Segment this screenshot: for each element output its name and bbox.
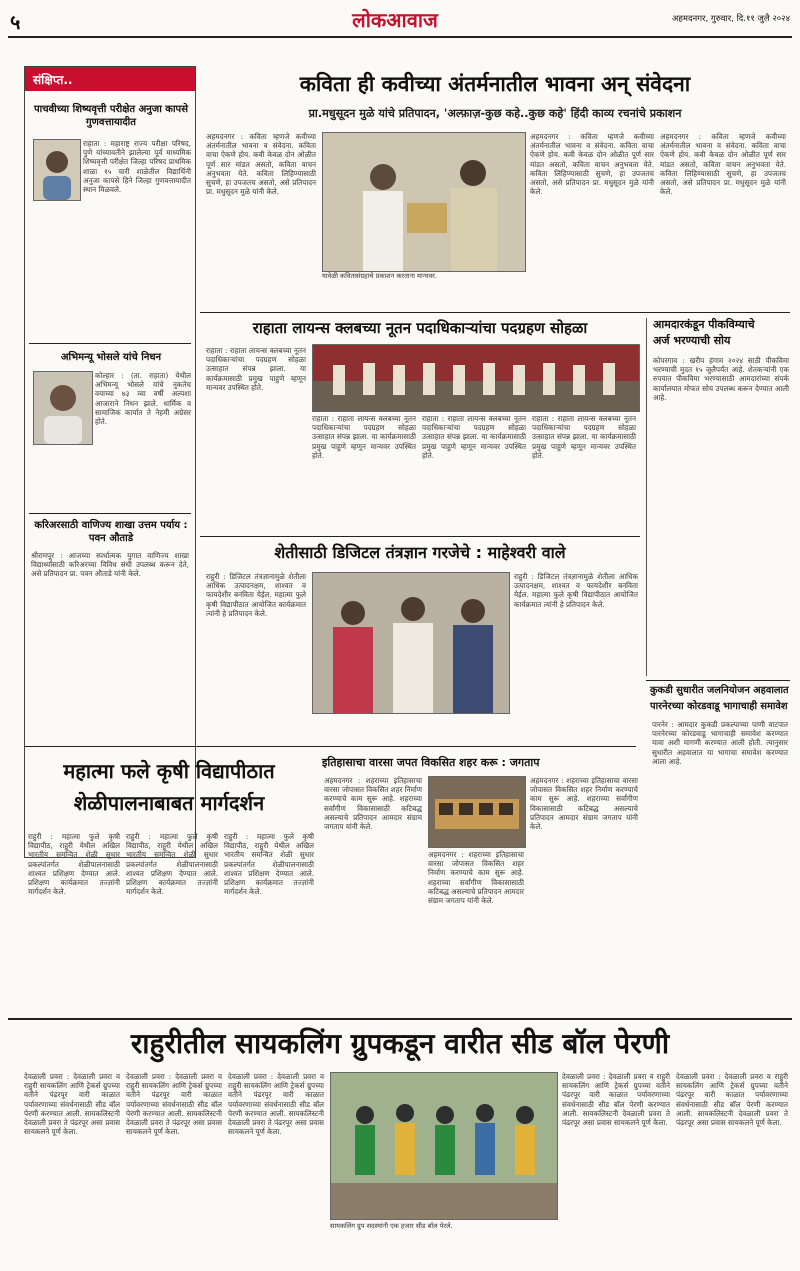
lead-headline: कविता ही कवीच्या अंतर्मनातील भावना अन् संवेदना: [299, 72, 691, 96]
masthead: [0, 0, 800, 40]
lead-photo-book-release: [322, 132, 526, 272]
page-number: ५: [10, 10, 21, 34]
heritage-body-1: अहमदनगर : शहराच्या इतिहासाचा वारसा जोपासत विकसित शहर निर्माण करण्याचे काम सुरू आहे. शहराच्या सर्वांगीण विकासासाठी कटिबद्ध असल्याचे प्रतिपादन आमदार संग्राम जगताप यांनी केले.: [324, 776, 422, 832]
lead-photo-caption: यावेळी कवितासंग्रहाचे प्रकाशन करताना मान्यवर.: [322, 272, 437, 280]
lead-body-left: अहमदनगर : कविता म्हणजे कवीच्या अंतर्मनातील भावना व संवेदना. कविता वाचा ऐकणे होय. कवी केवळ दोन ओळीत पूर्ण सार मांडत असतो, कविता वाचन अनुभवता येते. कविता लिहिण्यासाठी सुचणे, हा उपजतच असतो, असे प्रतिपादन प्रा. मधुसूदन मुळे यांनी केले.: [206, 132, 316, 197]
section-rule: [200, 536, 640, 537]
cycling-body-4: देवळाली प्रवरा : देवळाली प्रवरा व राहुरी सायकलिंग आणि ट्रेकर्स ग्रुपच्या वतीने पंढरपूर वारी काळात पर्यावरणाच्या संवर्धनासाठी सीड बॉल पेरणी करण्यात आली. सायकलिस्टनी देवळाली प्रवरा ते पंढरपूर असा प्रवास सायकलने पूर्ण केला.: [562, 1072, 670, 1128]
heritage-headline: इतिहासाचा वारसा जपत विकसित शहर करू : जगताप: [322, 756, 540, 769]
lions-body-1: राहाता : राहाता लायन्स क्लबच्या नूतन पदाधिकाऱ्यांचा पदग्रहण सोहळा उत्साहात संपन्न झाला. या कार्यक्रमासाठी प्रमुख पाहुणे म्हणून मान्यवर उपस्थित होते.: [206, 346, 306, 392]
cycling-photo-group: [330, 1072, 558, 1220]
section-rule: [200, 312, 790, 313]
phule-headline-2: शेळीपालनाबाबत मार्गदर्शन: [73, 791, 265, 815]
newspaper-logo: लोकआवाज: [352, 8, 438, 32]
sankshipt-banner-label: संक्षिप्त..: [33, 73, 73, 87]
item2-headline: अभिमन्यू भोसले यांचे निधन: [60, 352, 162, 363]
digital-headline: शेतीसाठी डिजिटल तंत्रज्ञान गरजेचे : माहेश्वरी वाले: [274, 543, 566, 562]
section-rule: [8, 1018, 792, 1020]
phule-body-2: राहुरी : महात्मा फुले कृषी विद्यापीठ, राहुरी येथील अखिल भारतीय समन्वित शेळी सुधार प्रकल्पांतर्गत शेळीपालनासाठी शाश्वत प्रशिक्षण देण्यात आले. प्रशिक्षण कार्यक्रमात तज्ज्ञांनी मार्गदर्शन केले.: [126, 832, 218, 897]
phule-body-1: राहुरी : महात्मा फुले कृषी विद्यापीठ, राहुरी येथील अखिल भारतीय समन्वित शेळी सुधार प्रकल्पांतर्गत शेळीपालनासाठी शाश्वत प्रशिक्षण देण्यात आले. प्रशिक्षण कार्यक्रमात तज्ज्ञांनी मार्गदर्शन केले.: [28, 832, 120, 897]
girl-portrait-photo: [33, 139, 81, 201]
section-rule: [646, 680, 790, 681]
sankshipt-banner: [25, 67, 195, 91]
lead-body-far-right: अहमदनगर : कविता म्हणजे कवीच्या अंतर्मनातील भावना व संवेदना. कविता वाचा ऐकणे होय. कवी केवळ दोन ओळीत पूर्ण सार मांडत असतो, कविता वाचन अनुभवता येते. कविता लिहिण्यासाठी सुचणे, हा उपजतच असतो, असे प्रतिपादन प्रा. मधुसूदन मुळे यांनी केले.: [660, 132, 786, 197]
phule-body-3: राहुरी : महात्मा फुले कृषी विद्यापीठ, राहुरी येथील अखिल भारतीय समन्वित शेळी सुधार प्रकल्पांतर्गत शेळीपालनासाठी शाश्वत प्रशिक्षण देण्यात आले. प्रशिक्षण कार्यक्रमात तज्ज्ञांनी मार्गदर्शन केले.: [224, 832, 314, 897]
kukdi-headline-2: पारनेरच्या कोरडवाडू भागाचाही समावेश: [650, 701, 788, 712]
cyclists-photo-icon: [331, 1073, 557, 1219]
sankshipt-column: [24, 66, 196, 858]
phule-headline-1: महात्मा फले कृषी विद्यापीठात: [63, 759, 275, 783]
item2-text: कोल्हार : (ता. राहाता) येथील अभिमन्यू भोसले यांचे नुकतेच वयाच्या ७३ व्या वर्षी अल्पशा आजाराने निधन झाले. धार्मिक व सामाजिक कार्यात ते नेहमी अग्रेसर होते.: [95, 371, 191, 427]
group-photo-icon: [313, 573, 509, 713]
heritage-body-2: अहमदनगर : शहराच्या इतिहासाचा वारसा जोपासत विकसित शहर निर्माण करण्याचे काम सुरू आहे. शहराच्या सर्वांगीण विकासासाठी कटिबद्ध असल्याचे प्रतिपादन आमदार संग्राम जगताप यांनी केले.: [428, 850, 524, 906]
portrait-icon: [34, 372, 92, 444]
item3-headline: करिअरसाठी वाणिज्य शाखा उत्तम पर्याय : पवन औताडे: [34, 520, 188, 544]
lions-body-2: राहाता : राहाता लायन्स क्लबच्या नूतन पदाधिकाऱ्यांचा पदग्रहण सोहळा उत्साहात संपन्न झाला. या कार्यक्रमासाठी प्रमुख पाहुणे म्हणून मान्यवर उपस्थित होते.: [312, 414, 416, 460]
pik-vima-text: कोपरगाव : खरीप हंगाम २०२४ साठी पीकविमा भरण्याची मुदत १५ जुलैपर्यंत आहे. शेतकऱ्यांनी एक रुपयात पीकविमा भरण्यासाठी आमदारांच्या संपर्क कार्यालयात मोफत सोय उपलब्ध करून देण्यात आली आहे.: [653, 356, 789, 402]
lead-body-right: अहमदनगर : कविता म्हणजे कवीच्या अंतर्मनातील भावना व संवेदना. कविता वाचा ऐकणे होय. कवी केवळ दोन ओळीत पूर्ण सार मांडत असतो, कविता वाचन अनुभवता येते. कविता लिहिण्यासाठी सुचणे, हा उपजतच असतो, असे प्रतिपादन प्रा. मधुसूदन मुळे यांनी केले.: [530, 132, 654, 197]
heritage-photo-train: [428, 776, 526, 848]
kukdi-text: पारनेर : आमदार कुकडी प्रकल्पाच्या पाणी वाटपात पारनेरच्या कोरडवाडू भागाचाही समावेश करण्यात यावा अशी मागणी करण्यात आली होती. त्यानुसार सुधारीत अहवालात या भागाचा समावेश करण्यात आला आहे.: [652, 720, 788, 766]
item1-headline: पाचवीच्या शिष्यवृत्ती परीक्षेत अनुजा कापसे गुणवत्तायादीत: [34, 104, 188, 128]
digital-body-2: राहुरी : डिजिटल तंत्रज्ञानामुळे शेतीला आधिक उत्पादनक्षम, शाश्वत व फायदेशीर बनविता येईल. महात्मा फुले कृषी विद्यापीठात आयोजित कार्यक्रमात त्यांनी हे प्रतिपादन केले.: [514, 572, 638, 609]
item3-text: श्रीरामपूर : आजच्या स्पर्धात्मक युगात वाणिज्य शाखा विद्यार्थ्यांसाठी करिअरच्या विविध संधी उपलब्ध करून देते, असे प्रतिपादन प्रा. पवन औताडे यांनी केले.: [31, 551, 189, 579]
man-portrait-photo: [33, 371, 93, 445]
cycling-photo-caption: सायकलिंग ग्रुप सदस्यांनी एक हजार सीड बॉल पेरले.: [330, 1222, 453, 1230]
cycling-body-1: देवळाली प्रवरा : देवळाली प्रवरा व राहुरी सायकलिंग आणि ट्रेकर्स ग्रुपच्या वतीने पंढरपूर वारी काळात पर्यावरणाच्या संवर्धनासाठी सीड बॉल पेरणी करण्यात आली. सायकलिस्टनी देवळाली प्रवरा ते पंढरपूर असा प्रवास सायकलने पूर्ण केला.: [24, 1072, 120, 1137]
pik-vima-headline-1: आमदारकंडून पीकविम्याचे: [653, 318, 755, 331]
group-photo-icon: [313, 345, 639, 411]
cycling-body-2: देवळाली प्रवरा : देवळाली प्रवरा व राहुरी सायकलिंग आणि ट्रेकर्स ग्रुपच्या वतीने पंढरपूर वारी काळात पर्यावरणाच्या संवर्धनासाठी सीड बॉल पेरणी करण्यात आली. सायकलिस्टनी देवळाली प्रवरा ते पंढरपूर असा प्रवास सायकलने पूर्ण केला.: [126, 1072, 222, 1137]
masthead-rule: [8, 36, 792, 38]
item1-text: राहाता : महाराष्ट्र राज्य परीक्षा परिषद, पुणे यांच्यावतीने झालेल्या पूर्व माध्यमिक शिष्यवृत्ती परीक्षेत जिल्हा परिषद प्राथमिक शाळा १५ चारी शाळेतील विद्यार्थिनी अनुजा कापसे हिने जिल्हा गुणवत्तायादीत स्थान मिळवले.: [83, 139, 191, 195]
sankshipt-divider: [29, 343, 191, 344]
lions-body-3: राहाता : राहाता लायन्स क्लबच्या नूतन पदाधिकाऱ्यांचा पदग्रहण सोहळा उत्साहात संपन्न झाला. या कार्यक्रमासाठी प्रमुख पाहुणे म्हणून मान्यवर उपस्थित होते.: [422, 414, 526, 460]
cycling-headline: राहुरीतील सायकलिंग ग्रुपकडून वारीत सीड बॉल पेरणी: [130, 1027, 670, 1060]
heritage-body-3: अहमदनगर : शहराच्या इतिहासाचा वारसा जोपासत विकसित शहर निर्माण करण्याचे काम सुरू आहे. शहराच्या सर्वांगीण विकासासाठी कटिबद्ध असल्याचे प्रतिपादन आमदार संग्राम जगताप यांनी केले.: [530, 776, 638, 832]
cycling-body-3: देवळाली प्रवरा : देवळाली प्रवरा व राहुरी सायकलिंग आणि ट्रेकर्स ग्रुपच्या वतीने पंढरपूर वारी काळात पर्यावरणाच्या संवर्धनासाठी सीड बॉल पेरणी करण्यात आली. सायकलिस्टनी देवळाली प्रवरा ते पंढरपूर असा प्रवास सायकलने पूर्ण केला.: [228, 1072, 324, 1137]
pik-vima-box: [646, 318, 791, 676]
group-photo-icon: [323, 133, 525, 271]
portrait-icon: [34, 140, 80, 200]
sankshipt-divider: [29, 513, 191, 514]
kukdi-headline-1: कुकडी सुधारीत जलनियोजन अहवालात: [650, 685, 789, 696]
lions-headline: राहाता लायन्स क्लबच्या नूतन पदाधिकाऱ्यांचा पदग्रहण सोहळा: [252, 319, 588, 337]
section-rule: [24, 746, 636, 747]
lions-body-4: राहाता : राहाता लायन्स क्लबच्या नूतन पदाधिकाऱ्यांचा पदग्रहण सोहळा उत्साहात संपन्न झाला. या कार्यक्रमासाठी प्रमुख पाहुणे म्हणून मान्यवर उपस्थित होते.: [532, 414, 636, 460]
dateline: अहमदनगर, गुरुवार, दि.११ जुलै २०२४: [671, 14, 790, 24]
lions-photo-stage: [312, 344, 640, 412]
museum-photo-icon: [429, 777, 525, 847]
digital-body-1: राहुरी : डिजिटल तंत्रज्ञानामुळे शेतीला आधिक उत्पादनक्षम, शाश्वत व फायदेशीर बनविता येईल. महात्मा फुले कृषी विद्यापीठात आयोजित कार्यक्रमात त्यांनी हे प्रतिपादन केले.: [206, 572, 306, 618]
digital-photo-event: [312, 572, 510, 714]
lead-subheadline: प्रा.मधुसूदन मुळे यांचे प्रतिपादन, 'अल्फ़ाज़-कुछ कहे..कुछ कहे' हिंदी काव्य रचनांचे प्रकाशन: [308, 107, 682, 120]
pik-vima-headline-2: अर्ज भरण्याची सोय: [653, 334, 731, 347]
cycling-body-5: देवळाली प्रवरा : देवळाली प्रवरा व राहुरी सायकलिंग आणि ट्रेकर्स ग्रुपच्या वतीने पंढरपूर वारी काळात पर्यावरणाच्या संवर्धनासाठी सीड बॉल पेरणी करण्यात आली. सायकलिस्टनी देवळाली प्रवरा ते पंढरपूर असा प्रवास सायकलने पूर्ण केला.: [676, 1072, 788, 1128]
